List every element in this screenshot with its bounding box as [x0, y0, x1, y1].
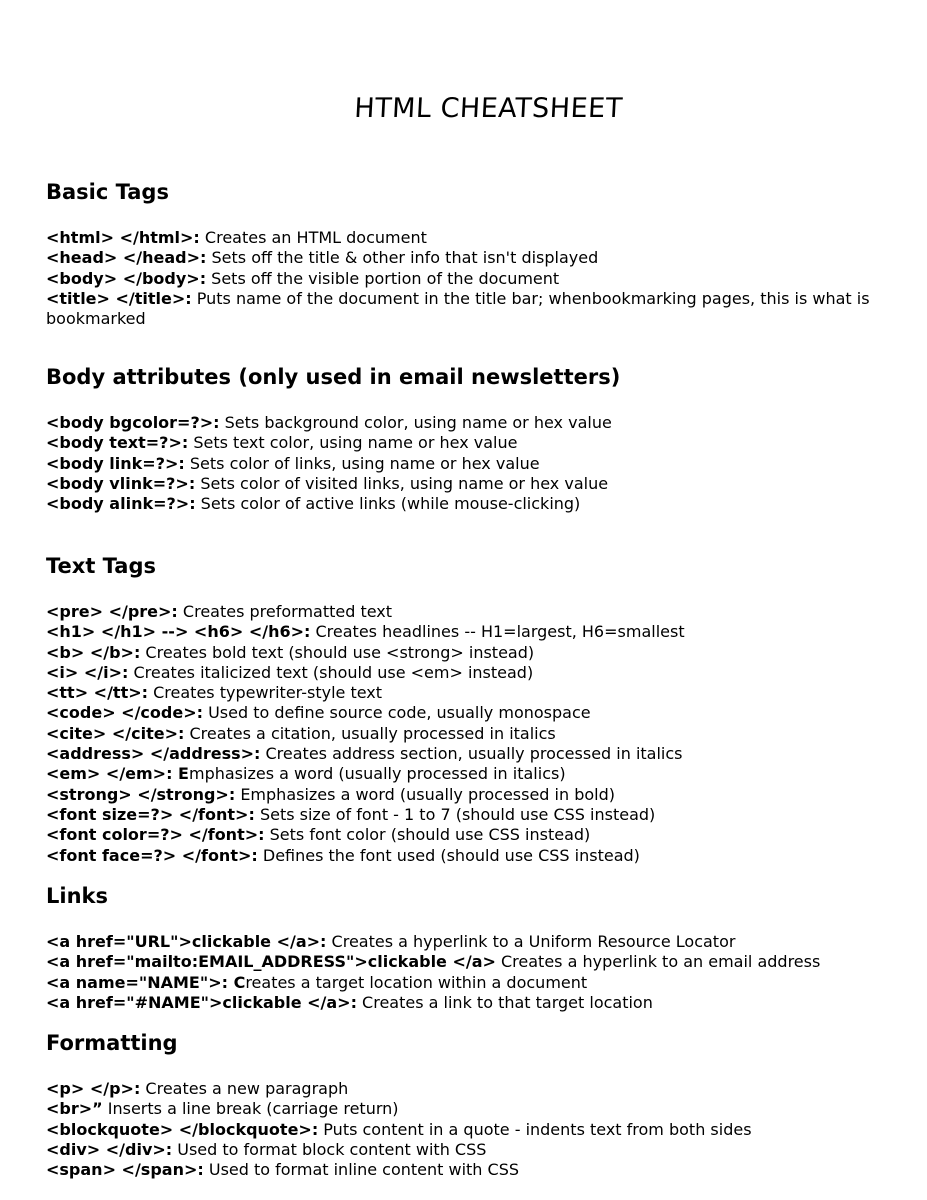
entry-tag: <p> </p>: — [46, 1079, 141, 1098]
entry-tag: <a href="mailto:EMAIL_ADDRESS">clickable </a> — [46, 952, 496, 972]
entry-tag: <blockquote> </blockquote>: — [46, 1119, 319, 1139]
entry-alink — [46, 494, 924, 514]
entry-tag: <body vlink=?>: — [46, 473, 196, 493]
entry-html — [46, 228, 924, 248]
entry-tag: <pre> </pre>: — [46, 602, 178, 621]
entry-desc: Creates a hyperlink to an email address — [495, 952, 821, 972]
entry-code — [46, 703, 924, 723]
entry-p — [46, 1079, 924, 1099]
entry-tag: <a name="NAME">: C — [46, 972, 246, 992]
section-heading: Body attributes (only used in email newsletters) — [46, 365, 621, 389]
entry-desc: mphasizes a word (usually processed in italics) — [188, 764, 566, 784]
entry-desc: Creates preformatted text — [177, 602, 393, 621]
entry-tag: <code> </code>: — [46, 703, 203, 723]
entry-title — [46, 289, 924, 330]
entry-tt — [46, 683, 924, 703]
entry-tag: <strong> </strong>: — [46, 784, 236, 804]
section-formatting — [46, 1028, 924, 1180]
entry-desc: Creates address section, usually processed in italics — [260, 744, 683, 764]
entry-desc: Sets font color (should use CSS instead) — [264, 825, 591, 845]
entry-tag: <a href="#NAME">clickable </a>: — [46, 992, 357, 1012]
entry-tag: <span> </span>: — [46, 1160, 204, 1180]
section-body-attributes — [46, 362, 924, 514]
entry-tag: <br>” — [46, 1099, 103, 1119]
entry-desc: Sets background color, using name or hex value — [219, 413, 612, 432]
section-basic-tags — [46, 177, 924, 329]
entry-desc: Used to format inline content with CSS — [203, 1160, 520, 1180]
entry-font-face — [46, 846, 924, 866]
entry-desc: Sets text color, using name or hex value — [188, 433, 518, 453]
entry-head — [46, 248, 924, 268]
entry-desc: Creates a link to that target location — [356, 992, 653, 1012]
section-heading: Basic Tags — [46, 180, 169, 204]
entry-desc: Creates typewriter-style text — [148, 683, 383, 703]
entry-desc: Sets color of visited links, using name or hex value — [195, 473, 609, 493]
entry-tag: <address> </address>: — [46, 744, 261, 764]
entry-br — [46, 1099, 924, 1119]
section-heading: Text Tags — [46, 554, 156, 578]
entry-tag: <body link=?>: — [46, 453, 185, 473]
entry-bgcolor — [46, 413, 924, 433]
entry-cite — [46, 724, 924, 744]
entry-desc: Creates an HTML document — [199, 228, 427, 247]
entry-tag: <div> </div>: — [46, 1139, 173, 1159]
entry-tag: <body alink=?>: — [46, 494, 196, 514]
entry-vlink — [46, 474, 924, 494]
entry-bold — [46, 643, 924, 663]
entry-tag: <tt> </tt>: — [46, 683, 149, 703]
entry-desc: Creates italicized text (should use <em> instead) — [128, 662, 534, 682]
entry-body — [46, 269, 924, 289]
entry-desc: Sets off the title & other info that isn't displayed — [206, 248, 599, 268]
entry-desc: Sets size of font - 1 to 7 (should use CSS instead) — [254, 804, 656, 824]
entry-tag: <body text=?>: — [46, 433, 189, 453]
entry-em — [46, 764, 924, 784]
entry-desc: Creates headlines -- H1=largest, H6=smallest — [310, 622, 685, 642]
entry-tag: <a href="URL">clickable </a>: — [46, 932, 327, 951]
entry-headlines — [46, 622, 924, 642]
entry-a-href-url — [46, 932, 924, 952]
section-heading: Links — [46, 884, 108, 908]
entry-desc: Sets off the visible portion of the document — [206, 268, 560, 288]
entry-desc: Creates a hyperlink to a Uniform Resource Locator — [326, 932, 736, 951]
entry-font-size — [46, 805, 924, 825]
entry-desc: Emphasizes a word (usually processed in bold) — [235, 784, 616, 804]
entry-desc: reates a target location within a document — [245, 972, 588, 992]
entry-a-href-mailto — [46, 952, 924, 972]
entry-tag: <h1> </h1> --> <h6> </h6>: — [46, 622, 311, 642]
entry-italic — [46, 663, 924, 683]
entry-desc: Sets color of active links (while mouse-clicking) — [195, 494, 581, 514]
entry-tag: <body bgcolor=?>: — [46, 413, 220, 432]
entry-tag: <b> </b>: — [46, 642, 141, 662]
entry-desc: Creates bold text (should use <strong> instead) — [140, 642, 535, 662]
entry-strong — [46, 785, 924, 805]
entry-desc: Used to format block content with CSS — [172, 1139, 487, 1159]
entry-desc: Puts content in a quote - indents text from both sides — [318, 1119, 752, 1139]
entry-a-name — [46, 973, 924, 993]
section-links — [46, 881, 924, 1013]
entry-tag: <font color=?> </font>: — [46, 825, 265, 845]
entry-tag: <body> </body>: — [46, 268, 207, 288]
entry-desc: Creates a new paragraph — [140, 1079, 349, 1098]
entry-blockquote — [46, 1120, 924, 1140]
entry-desc: Used to define source code, usually monospace — [203, 703, 591, 723]
page-title: HTML CHEATSHEET — [353, 93, 624, 124]
entry-desc: Creates a citation, usually processed in italics — [184, 723, 556, 743]
entry-text — [46, 433, 924, 453]
entry-tag: <font size=?> </font>: — [46, 804, 255, 824]
section-text-tags — [46, 551, 924, 866]
entry-tag: <i> </i>: — [46, 662, 129, 682]
entry-address — [46, 744, 924, 764]
entry-tag: <cite> </cite>: — [46, 723, 185, 743]
section-heading: Formatting — [46, 1031, 178, 1055]
entry-link — [46, 454, 924, 474]
entry-tag: <em> </em>: E — [46, 764, 189, 784]
entry-tag: <html> </html>: — [46, 228, 200, 247]
entry-div — [46, 1140, 924, 1160]
entry-desc: Inserts a line break (carriage return) — [102, 1099, 399, 1119]
entry-a-href-anchor — [46, 993, 924, 1013]
entry-desc: Sets color of links, using name or hex value — [184, 453, 540, 473]
entry-font-color — [46, 825, 924, 845]
entry-desc: Puts name of the document in the title bar; whenbookmarking pages, this is what is bookmarked — [46, 288, 870, 329]
entry-tag: <font face=?> </font>: — [46, 845, 258, 865]
entry-pre — [46, 602, 924, 622]
entry-desc: Defines the font used (should use CSS instead) — [257, 845, 640, 865]
entry-span — [46, 1160, 924, 1180]
entry-tag: <title> </title>: — [46, 288, 192, 308]
entry-tag: <head> </head>: — [46, 248, 207, 268]
